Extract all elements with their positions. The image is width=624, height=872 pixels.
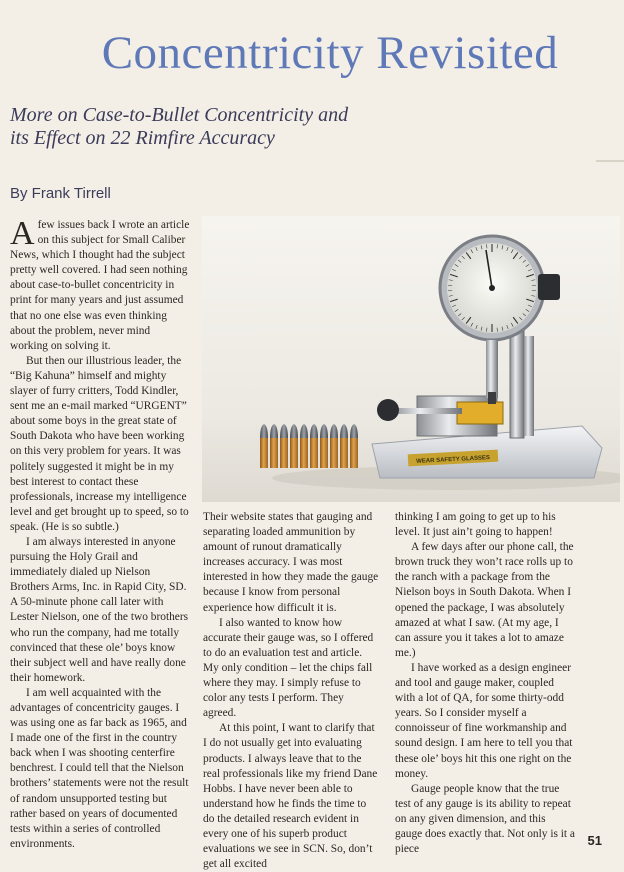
paragraph: But then our illustrious leader, the “Big Kahuna” himself and mighty slayer of furry critters, Todd Kindler, sent me an e-mail marked “URGENT” about some boys in the great state of South Dakota who have been working on this very problem for years. It was politely suggested it might be in my best interest to contact these professionals, increase my intelligence level and get brought up to speed, so to speak. (He is so subtle.)	[10, 354, 190, 535]
cartridge	[350, 424, 358, 468]
cartridge	[340, 424, 348, 468]
cartridge	[260, 424, 268, 468]
paragraph: Gauge people know that the true test of any gauge is its ability to repeat on any given dimension, and this gauge does exactly that. Not only is it a piece	[395, 782, 575, 857]
dial-lock-icon	[538, 274, 560, 300]
paragraph: I am well acquainted with the advantages of concentricity gauges. I was using one as far back as 1965, and I made one of the first in the country back when I was shooting centerfire benchrest. I could tell that the Nielson brothers’ statements were not the result of random unsupported testing but rather based on years of documented tests within a series of controlled environments.	[10, 686, 190, 852]
concentricity-gauge-illustration	[202, 216, 620, 502]
v-block	[457, 402, 503, 424]
paragraph: I have worked as a design engineer and tool and gauge maker, coupled with a lot of QA, for some thirty-odd years. So I consider myself a connoisseur of fine workmanship and sound design. I am here to tell you that these ole’ boys hit this one right on the money.	[395, 661, 575, 782]
gauge-photo	[202, 216, 620, 502]
divider	[596, 160, 624, 162]
paragraph: I am always interested in anyone pursuing the Holy Grail and immediately dialed up Nielson Brothers Arms, Inc. in Rapid City, SD. A 50-minute phone call later with Lester Nielson, one of the two brothers who run the company, had me totally convinced that these ole’ boys know their subject well and have really done their homework.	[10, 535, 190, 686]
column-2	[203, 510, 379, 872]
gauge-post-rear	[524, 336, 534, 436]
paragraph	[10, 218, 190, 354]
cartridge	[330, 424, 338, 468]
cartridge	[300, 424, 308, 468]
page-number: 51	[588, 833, 602, 848]
cartridge	[280, 424, 288, 468]
guide-rod	[392, 408, 462, 414]
adjust-knob-icon	[377, 399, 399, 421]
dial-stem	[486, 340, 498, 398]
paragraph: A few days after our phone call, the brown truck they won’t race rolls up to the ranch with a package from the Nielson boys in South Dakota. When I opened the package, I was absolutely amazed at what I saw. (At my age, I can assure you it takes a lot to amaze me.)	[395, 540, 575, 661]
cartridge-group	[260, 424, 358, 468]
byline: By Frank Tirrell	[10, 185, 111, 202]
cartridge	[320, 424, 328, 468]
cartridge	[310, 424, 318, 468]
column-3	[395, 510, 575, 857]
paragraph-text: few issues back I wrote an article on this subject for Small Caliber News, which I thought had the subject pretty well covered. I had seen nothing about case-to-bullet concentricity in print for many years and just assumed that no one else was even thinking about the problem, never mind working on solving it.	[10, 219, 189, 352]
drop-cap: A	[10, 220, 35, 248]
paragraph: At this point, I want to clarify that I do not usually get into evaluating products. I always leave that to the real professionals like my friend Dane Hobbs. I have never been able to understand how he finds the time to do the detailed research evident in every one of his superb product evaluations we see in SCN. So, don’t get all excited	[203, 721, 379, 872]
paragraph: thinking I am going to get up to his level. It just ain’t going to happen!	[395, 510, 575, 540]
warning-label-text: WEAR SAFETY GLASSES	[416, 455, 490, 465]
dial-contact	[488, 392, 496, 404]
article-subtitle: More on Case-to-Bullet Concentricity and its Effect on 22 Rimfire Accuracy	[10, 104, 370, 150]
article-title: Concentricity Revisited	[70, 26, 590, 80]
paragraph: I also wanted to know how accurate their gauge was, so I offered to do an evaluation test and article. My only condition – let the chips fall where they may. I simply refuse to color any tests I perform. They agreed.	[203, 616, 379, 722]
paragraph: Their website states that gauging and separating loaded ammunition by amount of runout dramatically increases accuracy. I was most interested in how they made the gauge because I know from personal experience how difficult it is.	[203, 510, 379, 616]
cartridge	[290, 424, 298, 468]
column-1	[10, 218, 190, 852]
gauge-post	[510, 324, 524, 438]
dial-hub	[489, 285, 495, 291]
cartridge	[270, 424, 278, 468]
